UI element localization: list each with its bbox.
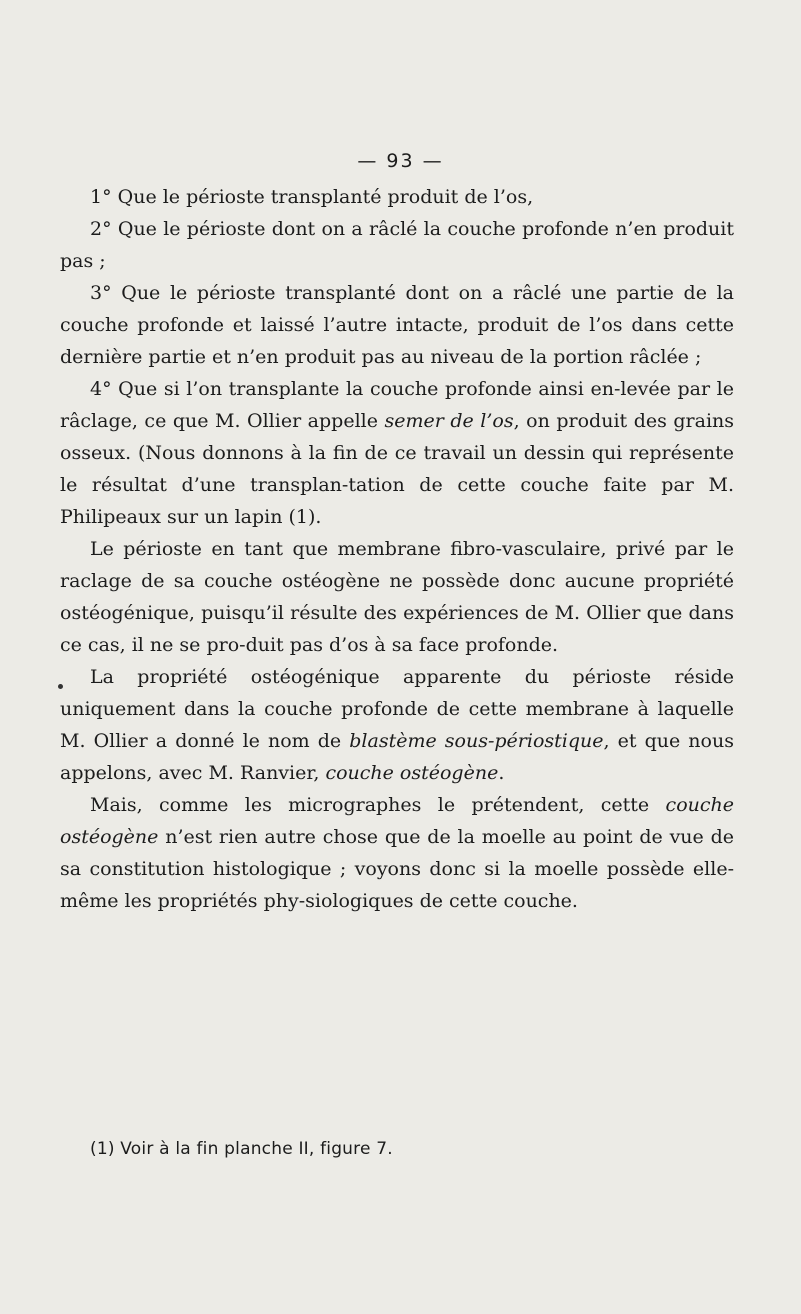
footnote: (1) Voir à la fin planche II, figure 7.: [90, 1139, 393, 1159]
text-run: Le périoste en tant que membrane fibro-vasculaire, privé par le raclage de sa couche ostéogène ne possède donc aucune propriété ostéogénique, puisqu’il résulte des expériences de M. Ollier que dans ce cas, il ne se pro-duit pas d’os à sa face profonde.: [60, 538, 734, 656]
text-run: 2° Que le périoste dont on a râclé la couche profonde n’en produit pas ;: [60, 218, 734, 272]
page-number: — 93 —: [357, 150, 444, 172]
paragraph: [60, 213, 734, 277]
italic-text: couche ostéogène: [325, 762, 499, 784]
paragraph: [60, 661, 734, 789]
text-run: Mais, comme les micrographes le prétendent, cette: [90, 794, 666, 816]
text-run: 1° Que le périoste transplanté produit de l’os,: [90, 186, 534, 208]
text-run: La propriété ostéogénique apparente du périoste réside uniquement dans la couche profonde de cette membrane à laquelle M. Ollier a donné le nom de: [60, 666, 734, 752]
text-run: , et que nous appelons, avec M. Ranvier,: [60, 730, 734, 784]
paragraph: [60, 789, 734, 917]
paragraph: [60, 181, 734, 213]
text-run: , on produit des grains osseux. (Nous donnons à la fin de ce travail un dessin qui représente le résultat d’une transplan-tation de cette couche faite par M. Philipeaux sur un lapin (1).: [60, 410, 735, 528]
text-run: 4° Que si l’on transplante la couche profonde ainsi en-levée par le râclage, ce que M. Ollier appelle: [60, 378, 734, 432]
text-run: .: [498, 762, 505, 784]
text-run: n’est rien autre chose que de la moelle au point de vue de sa constitution histologique ; voyons donc si la moelle possède elle-même les propriétés phy-siologiques de cette couche.: [60, 826, 734, 912]
paragraph: [60, 373, 734, 533]
body-text: [60, 181, 734, 917]
text-run: 3° Que le périoste transplanté dont on a râclé une partie de la couche profonde et laissé l’autre intacte, produit de l’os dans cette dernière partie et n’en produit pas au niveau de la portion râclée ;: [60, 282, 734, 368]
italic-text: semer de l’os: [384, 410, 514, 432]
paragraph: [60, 533, 734, 661]
italic-text: blastème sous-périostique: [349, 730, 604, 752]
paragraph: [60, 277, 734, 373]
italic-text: couche ostéogène: [60, 794, 734, 848]
